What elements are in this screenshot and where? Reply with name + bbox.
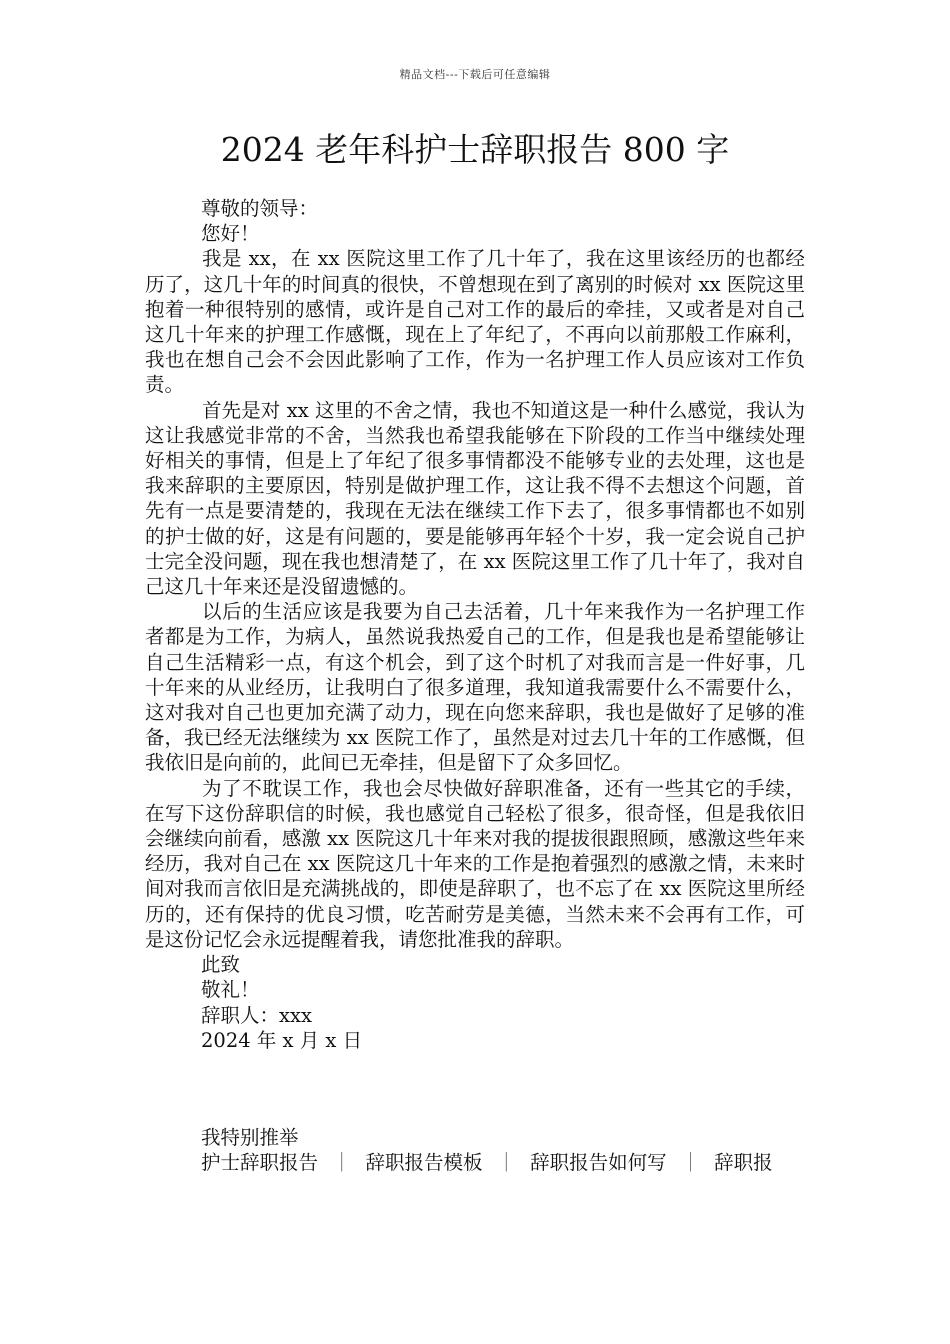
paragraph-2: 首先是对 xx 这里的不舍之情，我也不知道这是一种什么感觉，我认为这让我感觉非常的不舍，当然我也希望我能够在下阶段的工作当中继续处理好相关的事情，但是上了年纪了很多事情都没不能够专业的去处理，这也是我来辞职的主要原因，特别是做护理工作，这让我不得不去想这个问题，首先有一点是要清楚的，我现在无法在继续工作下去了，很多事情都也不如别的护士做的好，这是有问题的，要是能够再年轻个十岁，我一定会说自己护士完全没问题，现在我也想清楚了，在 xx 医院这里工作了几十年了，我对自己这几十年来还是没留遗憾的。: [145, 398, 805, 599]
document-title: 2024 老年科护士辞职报告 800 字: [220, 130, 730, 169]
header-note: 精品文档---下载后可任意编辑: [399, 68, 551, 81]
date: 2024 年 x 月 x 日: [201, 1028, 363, 1052]
letter-body: [145, 196, 805, 1175]
link-separator: ｜: [496, 1151, 517, 1175]
related-link-resignation-template[interactable]: 辞职报告模板: [365, 1151, 483, 1175]
related-link-resignation-truncated[interactable]: 辞职报: [714, 1151, 773, 1175]
closing-line-1: 此致: [201, 953, 241, 977]
closing-line-2: 敬礼！: [201, 978, 260, 1002]
recommend-heading: 我特别推举: [201, 1125, 299, 1149]
paragraph-1: 我是 xx，在 xx 医院这里工作了几十年了，我在这里该经历的也都经历了，这几十年的时间真的很快，不曾想现在到了离别的时候对 xx 医院这里抱着一种很特别的感情，或许是自己对工作的最后的牵挂，又或者是对自己这几十年来的护理工作感慨，现在上了年纪了，不再向以前那般工作麻利，我也在想自己会不会因此影响了工作，作为一名护理工作人员应该对工作负责。: [145, 247, 805, 397]
salutation: 尊敬的领导：: [201, 197, 319, 220]
link-separator: ｜: [680, 1151, 701, 1175]
related-links: [145, 1150, 805, 1175]
greeting: 您好！: [201, 222, 260, 246]
paragraph-4: 为了不耽误工作，我也会尽快做好辞职准备，还有一些其它的手续，在写下这份辞职信的时候，我也感觉自己轻松了很多，很奇怪，但是我依旧会继续向前看，感激 xx 医院这几十年来对我的提拔很跟照顾，感激这些年来经历，我对自己在 xx 医院这几十年来的工作是抱着强烈的感激之情，未来时间对我而言依旧是充满挑战的，即使是辞职了，也不忘了在 xx 医院这里所经历的，还有保持的优良习惯，吃苦耐劳是美德，当然未来不会再有工作，可是这份记忆会永远提醒着我，请您批准我的辞职。: [145, 776, 805, 951]
signature: 辞职人：xxx: [201, 1003, 312, 1027]
spacer: [145, 1053, 805, 1125]
link-separator: ｜: [332, 1151, 352, 1175]
related-link-how-to-write[interactable]: 辞职报告如何写: [530, 1151, 667, 1175]
paragraph-3: 以后的生活应该是我要为自己去活着，几十年来我作为一名护理工作者都是为工作，为病人，虽然说我热爱自己的工作，但是我也是希望能够让自己生活精彩一点，有这个机会，到了这个时机了对我而言是一件好事，几十年来的从业经历，让我明白了很多道理，我知道我需要什么不需要什么，这对我对自己也更加充满了动力，现在向您来辞职，我也是做好了足够的准备，我已经无法继续为 xx 医院工作了，虽然是对过去几十年的工作感慨，但我依旧是向前的，此间已无牵挂，但是留下了众多回忆。: [145, 600, 805, 775]
related-link-nurse-resignation[interactable]: 护士辞职报告: [201, 1151, 319, 1175]
